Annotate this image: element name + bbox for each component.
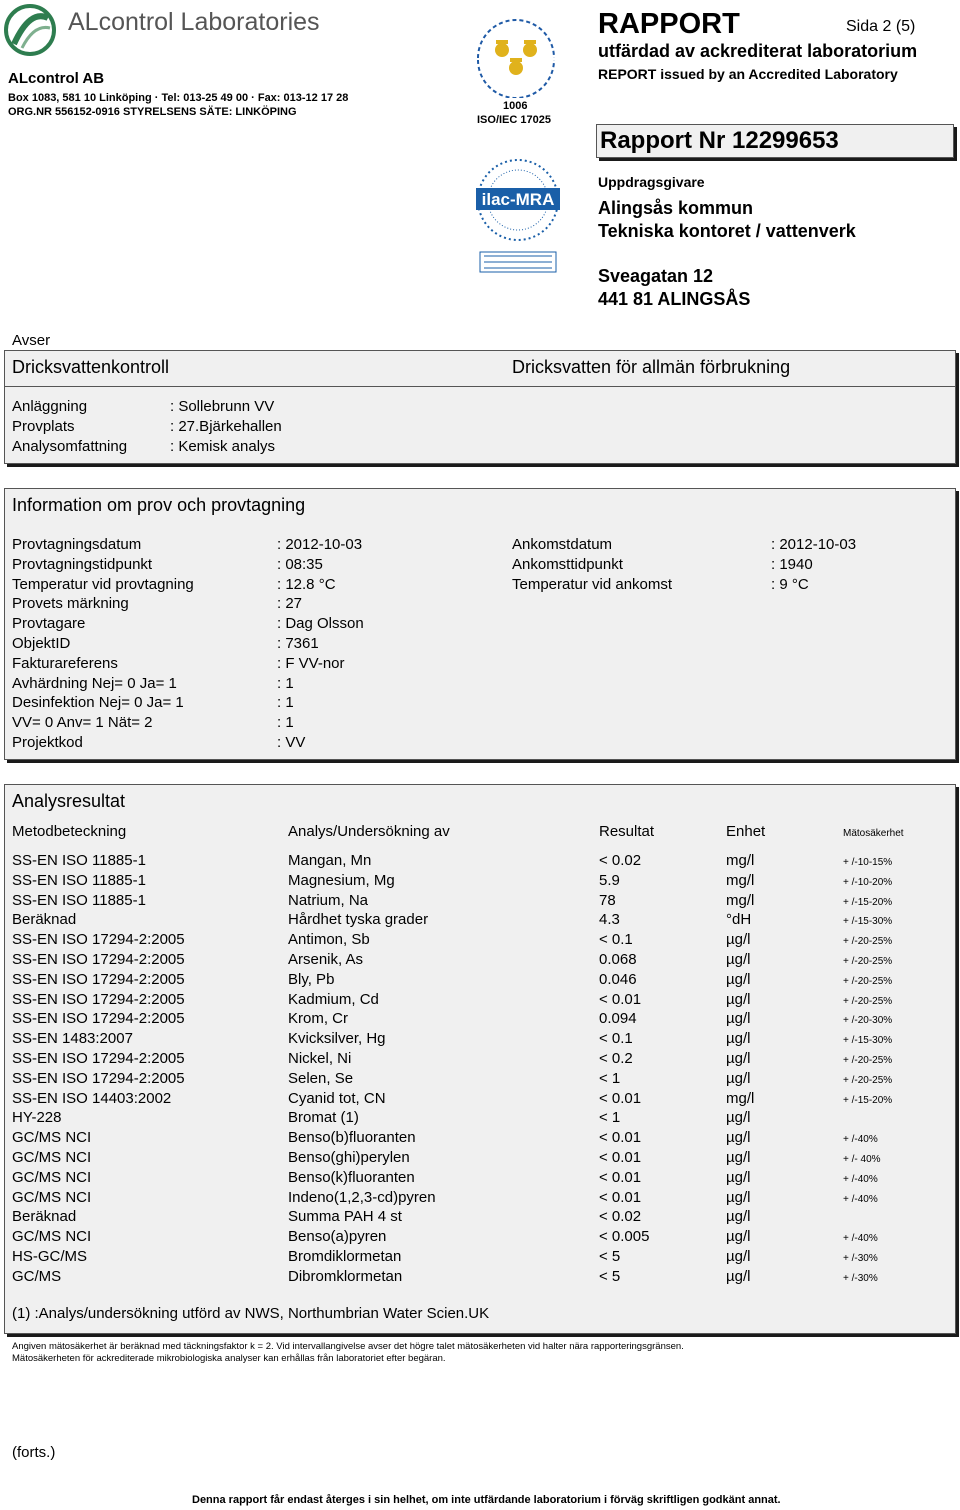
result-method: SS-EN ISO 17294-2:2005 — [12, 1069, 185, 1087]
result-method: SS-EN ISO 17294-2:2005 — [12, 1010, 185, 1028]
result-method: SS-EN ISO 17294-2:2005 — [12, 951, 185, 968]
result-value: < 0.01 — [599, 1168, 642, 1186]
result-uncertainty: + /-20-25% — [843, 956, 893, 967]
result-method: HS-GC/MS — [12, 1248, 87, 1265]
sample-info-value: : 1 — [277, 694, 294, 712]
result-row — [12, 1247, 942, 1267]
sample-info-label: Desinfektion Nej= 0 Ja= 1 — [12, 694, 184, 712]
result-value: < 5 — [599, 1267, 621, 1285]
result-unit: µg/l — [726, 1149, 751, 1166]
svg-text:ilac-MRA: ilac-MRA — [481, 190, 555, 209]
result-uncertainty: + /-40% — [843, 1134, 878, 1146]
report-subtitle-sv: utfärdad av ackrediterat laboratorium — [598, 41, 918, 61]
note-line-2: Mätosäkerheten för ackrediterade mikrobiologiska analyser kan erhållas från laboratoriet efter begäran. — [12, 1353, 446, 1364]
sample-info-label: Provtagare — [12, 615, 86, 633]
report-number: Rapport Nr 12299653 — [600, 127, 839, 154]
facility-label: Provplats — [12, 418, 75, 435]
facility-label: Anläggning — [12, 398, 88, 415]
report-subtitle-en: REPORT issued by an Accredited Laboratory — [598, 66, 898, 82]
result-row — [12, 851, 942, 871]
result-row — [12, 1168, 942, 1188]
result-row — [12, 1029, 942, 1049]
sample-info-row — [12, 614, 942, 634]
sample-info-label-2: Temperatur vid ankomst — [512, 575, 673, 593]
result-value: 78 — [599, 891, 616, 909]
sample-info-row — [12, 575, 942, 595]
avser-left: Dricksvattenkontroll — [12, 357, 170, 377]
result-uncertainty: + /-15-30% — [843, 1035, 893, 1047]
result-method: GC/MS NCI — [12, 1188, 92, 1206]
result-uncertainty: + /-30% — [843, 1253, 878, 1264]
sample-info-label: Temperatur vid provtagning — [12, 575, 194, 593]
swedac-standard: ISO/IEC 17025 — [477, 114, 551, 126]
sample-info-row — [12, 535, 942, 555]
result-unit: µg/l — [726, 1208, 751, 1226]
sample-info-row — [12, 713, 942, 733]
result-value: < 1 — [599, 1069, 621, 1087]
sample-info-value-2: : 1940 — [771, 555, 813, 573]
result-row — [12, 1227, 942, 1247]
result-uncertainty: + /-40% — [843, 1193, 878, 1205]
avser-divider — [5, 386, 955, 387]
result-uncertainty: + /-10-20% — [843, 876, 893, 888]
facility-value: : 27.Bjärkehallen — [170, 418, 282, 435]
result-row — [12, 1069, 942, 1089]
continued-label: (forts.) — [12, 1444, 56, 1461]
result-unit: µg/l — [726, 1069, 751, 1087]
facility-row — [12, 397, 612, 417]
result-uncertainty: + /-15-30% — [843, 916, 893, 928]
result-value: < 0.2 — [599, 1050, 633, 1067]
result-analysis: Kadmium, Cd — [288, 990, 379, 1008]
result-analysis: Krom, Cr — [288, 1010, 348, 1028]
result-unit: µg/l — [726, 1010, 751, 1028]
result-uncertainty: + /- 40% — [843, 1154, 881, 1165]
facility-row — [12, 417, 612, 437]
result-uncertainty: + /-20-30% — [843, 1015, 893, 1027]
result-analysis: Nickel, Ni — [288, 1050, 352, 1067]
result-uncertainty: + /-20-25% — [843, 995, 893, 1007]
client-name-1: Alingsås kommun — [598, 198, 754, 218]
result-value: < 0.01 — [599, 990, 642, 1008]
result-unit: µg/l — [726, 1248, 751, 1265]
facility-list — [12, 397, 612, 457]
result-method: SS-EN ISO 17294-2:2005 — [12, 931, 185, 949]
result-uncertainty: + /-20-25% — [843, 1055, 893, 1066]
sample-info-row — [12, 693, 942, 713]
result-analysis: Benso(a)pyren — [288, 1228, 387, 1246]
header-unit: Enhet — [726, 823, 766, 840]
result-row — [12, 1128, 942, 1148]
result-uncertainty: + /-40% — [843, 1173, 878, 1185]
result-analysis: Indeno(1,2,3-cd)pyren — [288, 1188, 436, 1206]
result-uncertainty: + /-20-25% — [843, 1074, 893, 1086]
sample-info-table — [5, 535, 955, 755]
sample-info-label-2: Ankomstdatum — [512, 536, 613, 553]
results-header-row — [12, 822, 942, 842]
result-unit: µg/l — [726, 931, 751, 949]
header-analysis: Analys/Undersökning av — [288, 823, 450, 840]
result-value: < 5 — [599, 1248, 621, 1265]
result-value: 4.3 — [599, 911, 620, 929]
result-uncertainty: + /-30% — [843, 1272, 878, 1284]
header-method: Metodbeteckning — [12, 823, 127, 840]
result-analysis: Summa PAH 4 st — [288, 1208, 402, 1226]
result-method: Beräknad — [12, 911, 77, 929]
result-analysis: Arsenik, As — [288, 951, 364, 968]
facility-value: : Sollebrunn VV — [170, 398, 275, 415]
result-analysis: Natrium, Na — [288, 891, 369, 909]
company-logo-text: ALcontrol Laboratories — [68, 8, 320, 36]
result-row — [12, 970, 942, 990]
result-method: SS-EN ISO 11885-1 — [12, 852, 146, 869]
result-unit: °dH — [726, 911, 752, 929]
result-method: SS-EN ISO 11885-1 — [12, 891, 146, 909]
result-uncertainty: + /-40% — [843, 1233, 878, 1245]
result-analysis: Cyanid tot, CN — [288, 1089, 386, 1107]
note-line-1: Angiven mätosäkerhet är beräknad med täckningsfaktor k = 2. Vid intervallangivelse avser det högre talet mätosäkerheten vid halter nära rapporteringsgränsen. — [12, 1341, 684, 1352]
sample-info-value: : 1 — [277, 714, 294, 732]
sample-info-value: : 1 — [277, 674, 294, 692]
result-row — [12, 1108, 942, 1128]
result-unit: mg/l — [726, 871, 755, 889]
results-box — [4, 784, 956, 1334]
result-method: GC/MS NCI — [12, 1149, 92, 1166]
result-method: GC/MS NCI — [12, 1168, 92, 1186]
result-analysis: Dibromklormetan — [288, 1267, 403, 1285]
avser-label: Avser — [12, 332, 51, 349]
result-analysis: Benso(k)fluoranten — [288, 1168, 415, 1186]
result-method: SS-EN ISO 17294-2:2005 — [12, 1050, 185, 1067]
client-label: Uppdragsgivare — [598, 174, 705, 190]
result-row — [12, 1188, 942, 1208]
sample-info-label-2: Ankomsttidpunkt — [512, 555, 623, 573]
result-unit: µg/l — [726, 990, 751, 1008]
result-value: < 1 — [599, 1109, 621, 1127]
header-uncertainty: Mätosäkerhet — [843, 828, 904, 839]
result-method: HY-228 — [12, 1109, 62, 1127]
sample-info-row — [12, 654, 942, 674]
result-row — [12, 871, 942, 891]
result-value: < 0.01 — [599, 1149, 642, 1166]
result-value: < 0.01 — [599, 1188, 642, 1206]
result-row — [12, 1049, 942, 1069]
result-value: < 0.02 — [599, 1208, 642, 1226]
result-method: SS-EN ISO 14403:2002 — [12, 1089, 172, 1107]
swedac-logo-icon — [468, 10, 564, 98]
sample-info-row — [12, 555, 942, 575]
result-row — [12, 990, 942, 1010]
result-value: < 0.005 — [599, 1228, 650, 1246]
sample-info-box — [4, 488, 956, 760]
result-analysis: Benso(b)fluoranten — [288, 1129, 416, 1147]
result-row — [12, 1207, 942, 1227]
result-row — [12, 1089, 942, 1109]
results-title: Analysresultat — [12, 791, 126, 811]
sample-info-row — [12, 674, 942, 694]
result-analysis: Mangan, Mn — [288, 852, 372, 869]
result-row — [12, 891, 942, 911]
result-analysis: Antimon, Sb — [288, 931, 370, 949]
result-row — [12, 950, 942, 970]
client-city: 441 81 ALINGSÅS — [598, 289, 751, 309]
result-unit: µg/l — [726, 1030, 751, 1048]
facility-row — [12, 437, 612, 457]
results-table — [5, 851, 955, 1291]
result-analysis: Magnesium, Mg — [288, 871, 395, 889]
facility-value: : Kemisk analys — [170, 438, 276, 455]
result-unit: mg/l — [726, 852, 755, 869]
page-indicator: Sida 2 (5) — [846, 18, 916, 35]
sample-info-label: Fakturareferens — [12, 654, 118, 672]
result-row — [12, 930, 942, 950]
result-analysis: Selen, Se — [288, 1069, 354, 1087]
result-unit: mg/l — [726, 891, 755, 909]
result-method: SS-EN ISO 17294-2:2005 — [12, 970, 185, 988]
sample-info-value: : 08:35 — [277, 555, 323, 573]
result-uncertainty: + /-15-20% — [843, 1094, 893, 1106]
sample-info-value: : 12.8 °C — [277, 575, 336, 593]
result-uncertainty: + /-20-25% — [843, 975, 893, 987]
result-unit: µg/l — [726, 1050, 751, 1067]
sample-info-label: Provtagningsdatum — [12, 536, 142, 553]
result-uncertainty: + /-10-15% — [843, 857, 893, 868]
avser-right: Dricksvatten för allmän förbrukning — [512, 357, 791, 377]
result-unit: µg/l — [726, 970, 751, 988]
result-uncertainty: + /-15-20% — [843, 896, 893, 908]
sample-info-label: Provtagningstidpunkt — [12, 555, 153, 573]
sample-info-row — [12, 733, 942, 753]
company-name: ALcontrol AB — [8, 70, 105, 87]
result-unit: µg/l — [726, 1109, 751, 1127]
company-address: Box 1083, 581 10 Linköping · Tel: 013-25 49 00 · Fax: 013-12 17 28 — [8, 92, 349, 104]
company-logo — [0, 0, 330, 62]
result-analysis: Bromat (1) — [288, 1109, 359, 1127]
sample-info-value: : 7361 — [277, 635, 319, 652]
sample-info-row — [12, 594, 942, 614]
result-method: SS-EN 1483:2007 — [12, 1030, 133, 1048]
result-unit: µg/l — [726, 1228, 751, 1246]
client-name-2: Tekniska kontoret / vattenverk — [598, 221, 856, 241]
result-value: < 0.1 — [599, 1030, 633, 1048]
sample-info-value: : 27 — [277, 595, 303, 613]
result-unit: µg/l — [726, 1188, 751, 1206]
report-number-box — [596, 124, 954, 158]
result-analysis: Bromdiklormetan — [288, 1248, 402, 1265]
result-unit: µg/l — [726, 1267, 751, 1285]
sample-info-label: VV= 0 Anv= 1 Nät= 2 — [12, 714, 153, 732]
result-row — [12, 1267, 942, 1287]
result-analysis: Kvicksilver, Hg — [288, 1030, 386, 1048]
footer-disclaimer: Denna rapport får endast återges i sin helhet, om inte utfärdande laboratorium i förväg skriftligen godkänt annat. — [192, 1494, 781, 1506]
sample-info-label: ObjektID — [12, 635, 71, 652]
result-value: < 0.1 — [599, 931, 633, 949]
sample-info-label: Provets märkning — [12, 595, 129, 613]
sample-info-value: : Dag Olsson — [277, 615, 364, 633]
result-value: 5.9 — [599, 871, 620, 889]
result-analysis: Bly, Pb — [288, 970, 335, 988]
result-unit: mg/l — [726, 1089, 755, 1107]
company-org: ORG.NR 556152-0916 STYRELSENS SÄTE: LINKÖPING — [8, 106, 297, 118]
result-analysis: Benso(ghi)perylen — [288, 1149, 410, 1166]
sample-info-row — [12, 634, 942, 654]
result-unit: µg/l — [726, 1168, 751, 1186]
result-row — [12, 1148, 942, 1168]
result-value: 0.094 — [599, 1010, 637, 1028]
result-method: SS-EN ISO 11885-1 — [12, 871, 146, 889]
swedac-number: 1006 — [503, 100, 528, 112]
result-uncertainty: + /-20-25% — [843, 936, 893, 948]
report-title: RAPPORT — [598, 8, 740, 40]
result-method: SS-EN ISO 17294-2:2005 — [12, 990, 185, 1008]
results-footnote: (1) :Analys/undersökning utförd av NWS, Northumbrian Water Scien.UK — [12, 1305, 490, 1322]
sample-info-value: : F VV-nor — [277, 654, 345, 672]
result-method: GC/MS NCI — [12, 1129, 92, 1147]
result-analysis: Hårdhet tyska grader — [288, 911, 429, 929]
sample-info-label: Projektkod — [12, 734, 83, 751]
sample-info-title: Information om prov och provtagning — [12, 495, 306, 515]
result-unit: µg/l — [726, 1129, 751, 1147]
ilac-mra-logo-icon — [472, 156, 564, 274]
result-value: 0.046 — [599, 970, 637, 988]
header-result: Resultat — [599, 823, 655, 840]
result-value: < 0.01 — [599, 1129, 642, 1147]
alcontrol-logo-icon — [4, 4, 56, 56]
result-value: 0.068 — [599, 951, 637, 968]
result-row — [12, 910, 942, 930]
avser-box — [4, 350, 956, 464]
result-value: < 0.02 — [599, 852, 642, 869]
result-method: Beräknad — [12, 1208, 77, 1226]
result-method: GC/MS — [12, 1267, 62, 1285]
client-street: Sveagatan 12 — [598, 266, 714, 286]
result-row — [12, 1009, 942, 1029]
facility-label: Analysomfattning — [12, 438, 128, 455]
result-unit: µg/l — [726, 951, 751, 968]
sample-info-value: : VV — [277, 734, 306, 751]
sample-info-value-2: : 2012-10-03 — [771, 536, 857, 553]
sample-info-label: Avhärdning Nej= 0 Ja= 1 — [12, 674, 177, 692]
sample-info-value: : 2012-10-03 — [277, 536, 363, 553]
sample-info-value-2: : 9 °C — [771, 575, 809, 593]
result-method: GC/MS NCI — [12, 1228, 92, 1246]
result-value: < 0.01 — [599, 1089, 642, 1107]
